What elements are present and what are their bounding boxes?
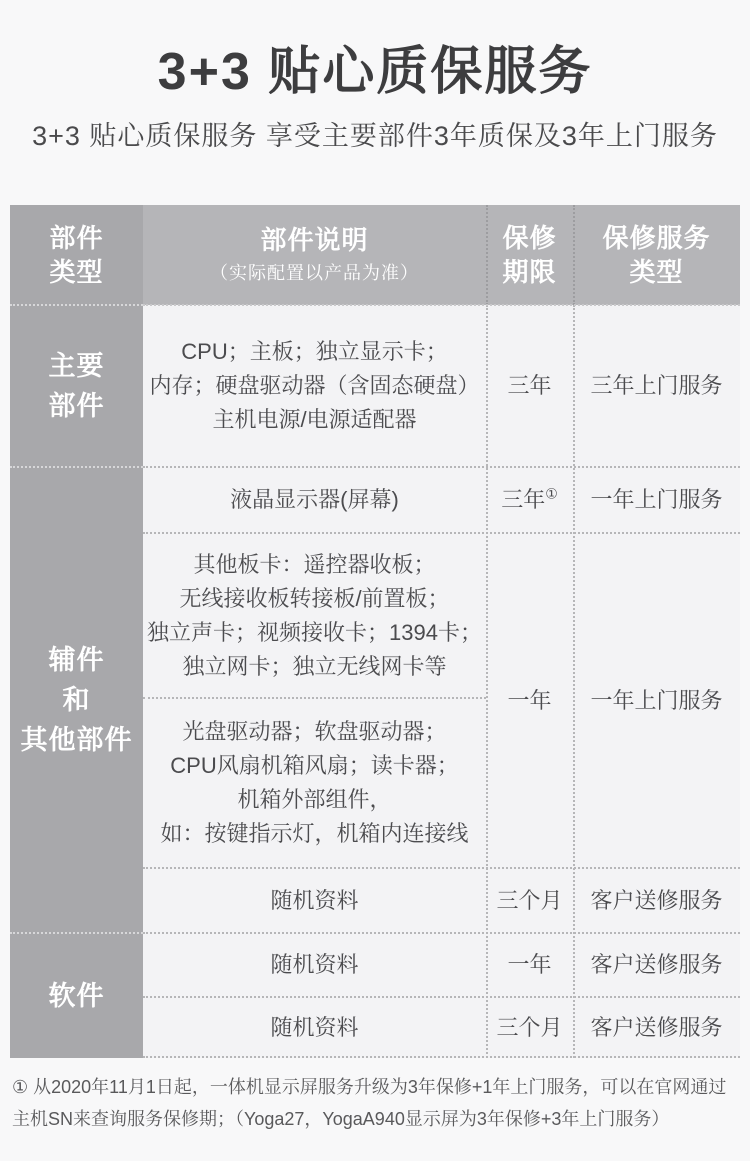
desc-line: 光盘驱动器；软盘驱动器； [182,719,447,744]
header-warranty-period [486,205,573,305]
cell-desc-materials-aux [143,868,486,933]
cell-period-materials-aux [486,868,573,933]
cell-desc-main-parts [143,305,486,467]
period-text: 三年 [501,487,546,512]
row-divider [143,466,740,468]
section-main-line1: 主要 [48,351,105,381]
period-value [501,483,558,517]
desc-line: CPU风扇机箱风扇；读卡器； [170,753,459,778]
desc-line: 独立声卡；视频接收卡；1394卡； [147,619,482,645]
section-software-line1: 软件 [48,980,105,1011]
header-part-description-title: 部件说明 [260,225,369,255]
section-label-aux-parts [10,467,143,933]
desc-line: 随机资料 [270,952,359,977]
cell-desc-materials-sw1 [143,933,486,997]
service-value: 客户送修服务 [590,1014,723,1040]
section-label-main-parts [10,305,143,467]
section-main-line2: 部件 [48,391,105,421]
header-part-description-note: （实际配置以产品为准） [210,263,419,283]
cell-period-main-parts [486,305,573,467]
cell-service-lcd [573,467,740,533]
column-divider [486,205,488,305]
row-divider [143,996,740,998]
column-divider [486,305,488,1058]
desc-line: 随机资料 [270,1014,359,1040]
desc-line: 内存；硬盘驱动器（含固态硬盘） [149,373,480,398]
row-divider [10,932,143,934]
row-divider [143,867,740,869]
cell-period-materials-sw2 [486,997,573,1058]
period-value: 一年 [507,687,552,713]
row-divider [143,304,740,306]
header-part-description [143,205,486,305]
cell-desc-drives-fans [143,698,486,868]
cell-period-aux-merged [486,533,573,868]
header-service-type-line1: 保修服务 [602,223,711,253]
desc-line: 机箱外部组件， [237,787,392,812]
cell-service-main-parts [573,305,740,467]
header-part-type-line1: 部件 [49,223,104,253]
column-divider [573,205,575,305]
desc-line: 随机资料 [270,887,359,913]
cell-period-materials-sw1 [486,933,573,997]
service-value: 一年上门服务 [590,487,723,512]
service-value: 一年上门服务 [590,687,723,713]
period-value: 三年 [507,373,552,398]
footnote-marker: ① [545,485,558,502]
section-label-software [10,933,143,1058]
row-divider [143,697,486,699]
desc-line: 如：按键指示灯，机箱内连接线 [160,821,469,846]
period-value: 三个月 [496,887,563,913]
service-value: 客户送修服务 [590,952,723,977]
header-warranty-period-line1: 保修 [502,223,557,253]
row-divider [143,532,740,534]
page-title: 3+3 贴心质保服务 [157,43,593,101]
cell-service-materials-sw1 [573,933,740,997]
cell-service-aux-merged [573,533,740,868]
cell-service-materials-sw2 [573,997,740,1058]
desc-line: 独立网卡；独立无线网卡等 [182,653,447,679]
service-value: 客户送修服务 [590,887,723,913]
period-value: 三个月 [496,1014,563,1040]
cell-desc-materials-sw2 [143,997,486,1058]
page-subtitle: 3+3 贴心质保服务 享受主要部件3年质保及3年上门服务 [32,121,718,151]
header-service-type-line2: 类型 [629,257,684,287]
cell-desc-lcd [143,467,486,533]
column-divider [573,305,575,1058]
footnote: ① 从2020年11月1日起，一体机显示屏服务升级为3年保修+1年上门服务，可以在官网通过主机SN来查询服务保修期；（Yoga27，YogaA940显示屏为3年保修+3年上门服务） [12,1077,727,1129]
desc-line: 主机电源/电源适配器 [212,407,417,432]
section-aux-line3: 其他部件 [20,725,133,755]
header-part-type-line2: 类型 [49,257,104,287]
header-service-type [573,205,740,305]
header-part-type [10,205,143,305]
cell-service-materials-aux [573,868,740,933]
cell-period-lcd [486,467,573,533]
service-value: 三年上门服务 [590,373,723,398]
desc-line: 其他板卡：遥控器收板； [193,551,436,577]
cell-desc-other-cards [143,533,486,698]
section-aux-line1: 辅件 [48,645,105,675]
section-aux-line2: 和 [62,685,91,715]
row-divider [10,304,143,306]
row-divider [10,466,143,468]
period-value: 一年 [507,952,552,977]
desc-line: 无线接收板转接板/前置板； [179,585,450,611]
warranty-table [10,205,740,1058]
row-divider [143,932,740,934]
desc-line: CPU；主板；独立显示卡； [181,339,448,364]
table-bottom-border [143,1056,740,1058]
desc-line: 液晶显示器(屏幕) [230,487,399,512]
header-warranty-period-line2: 期限 [502,257,557,287]
